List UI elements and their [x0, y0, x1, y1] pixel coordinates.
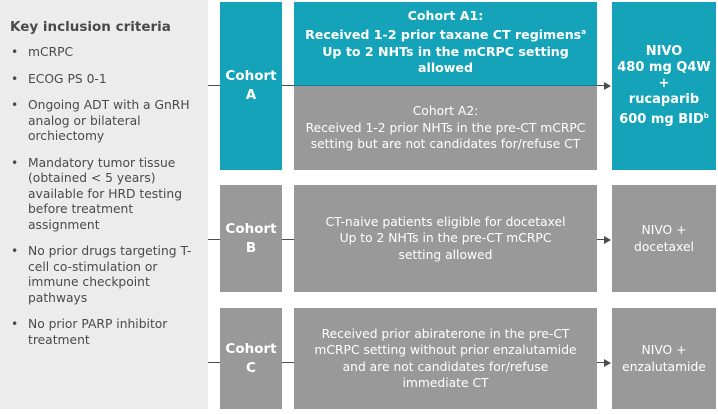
cohort-a1-box: Cohort A1: Received 1-2 prior taxane CT regimens$^a$ Up to 2 NHTs in the mCRPC setting allowed: [294, 2, 597, 86]
arrow-head-icon: [604, 359, 611, 367]
criteria-list: [10, 45, 200, 348]
cohort-b-box: Cohort B: [220, 185, 282, 292]
connector-line: [282, 239, 294, 240]
criteria-item: • Ongoing ADT with a GnRH analog or bilateral orchiectomy: [11, 98, 190, 143]
arrow-head-icon: [604, 236, 611, 244]
criteria-item: • ECOG PS 0-1: [11, 71, 107, 86]
inclusion-criteria-panel: [0, 0, 208, 409]
cohort-a-box: Cohort A: [220, 2, 282, 170]
cohort-c-box: Cohort C: [220, 308, 282, 409]
criteria-item: • No prior PARP inhibitor treatment: [11, 317, 168, 347]
treatment-a-box: NIVO 480 mg Q4W + rucaparib 600 mg BID$^b$: [612, 2, 716, 170]
connector-line: [282, 85, 294, 86]
connector-line: [208, 239, 220, 240]
connector-line: [282, 362, 294, 363]
criteria-item: • mCRPC: [11, 45, 74, 59]
a1-a2-divider: [294, 85, 597, 86]
treatment-c-box: NIVO + enzalutamide: [612, 308, 716, 409]
connector-line: [208, 85, 220, 86]
cohort-a2-box: Cohort A2: Received 1-2 prior NHTs in the pre-CT mCRPC setting but are not candidates for/refuse CT: [294, 86, 597, 170]
arrow-head-icon: [604, 82, 611, 90]
cohort-c-criteria-box: Received prior abiraterone in the pre-CT mCRPC setting without prior enzalutamide and are not candidates for/refuse immediate CT: [294, 308, 597, 409]
criteria-item: • Mandatory tumor tissue (obtained < 5 years) available for HRD testing before treatment assignment: [11, 155, 183, 232]
criteria-title: Key inclusion criteria: [10, 19, 171, 35]
connector-line: [208, 362, 220, 363]
treatment-b-box: NIVO + docetaxel: [612, 185, 716, 292]
criteria-item: • No prior drugs targeting T-cell co-stimulation or immune checkpoint pathways: [11, 244, 192, 305]
cohort-b-criteria-box: CT-naive patients eligible for docetaxel Up to 2 NHTs in the pre-CT mCRPC setting allowed: [294, 185, 597, 292]
